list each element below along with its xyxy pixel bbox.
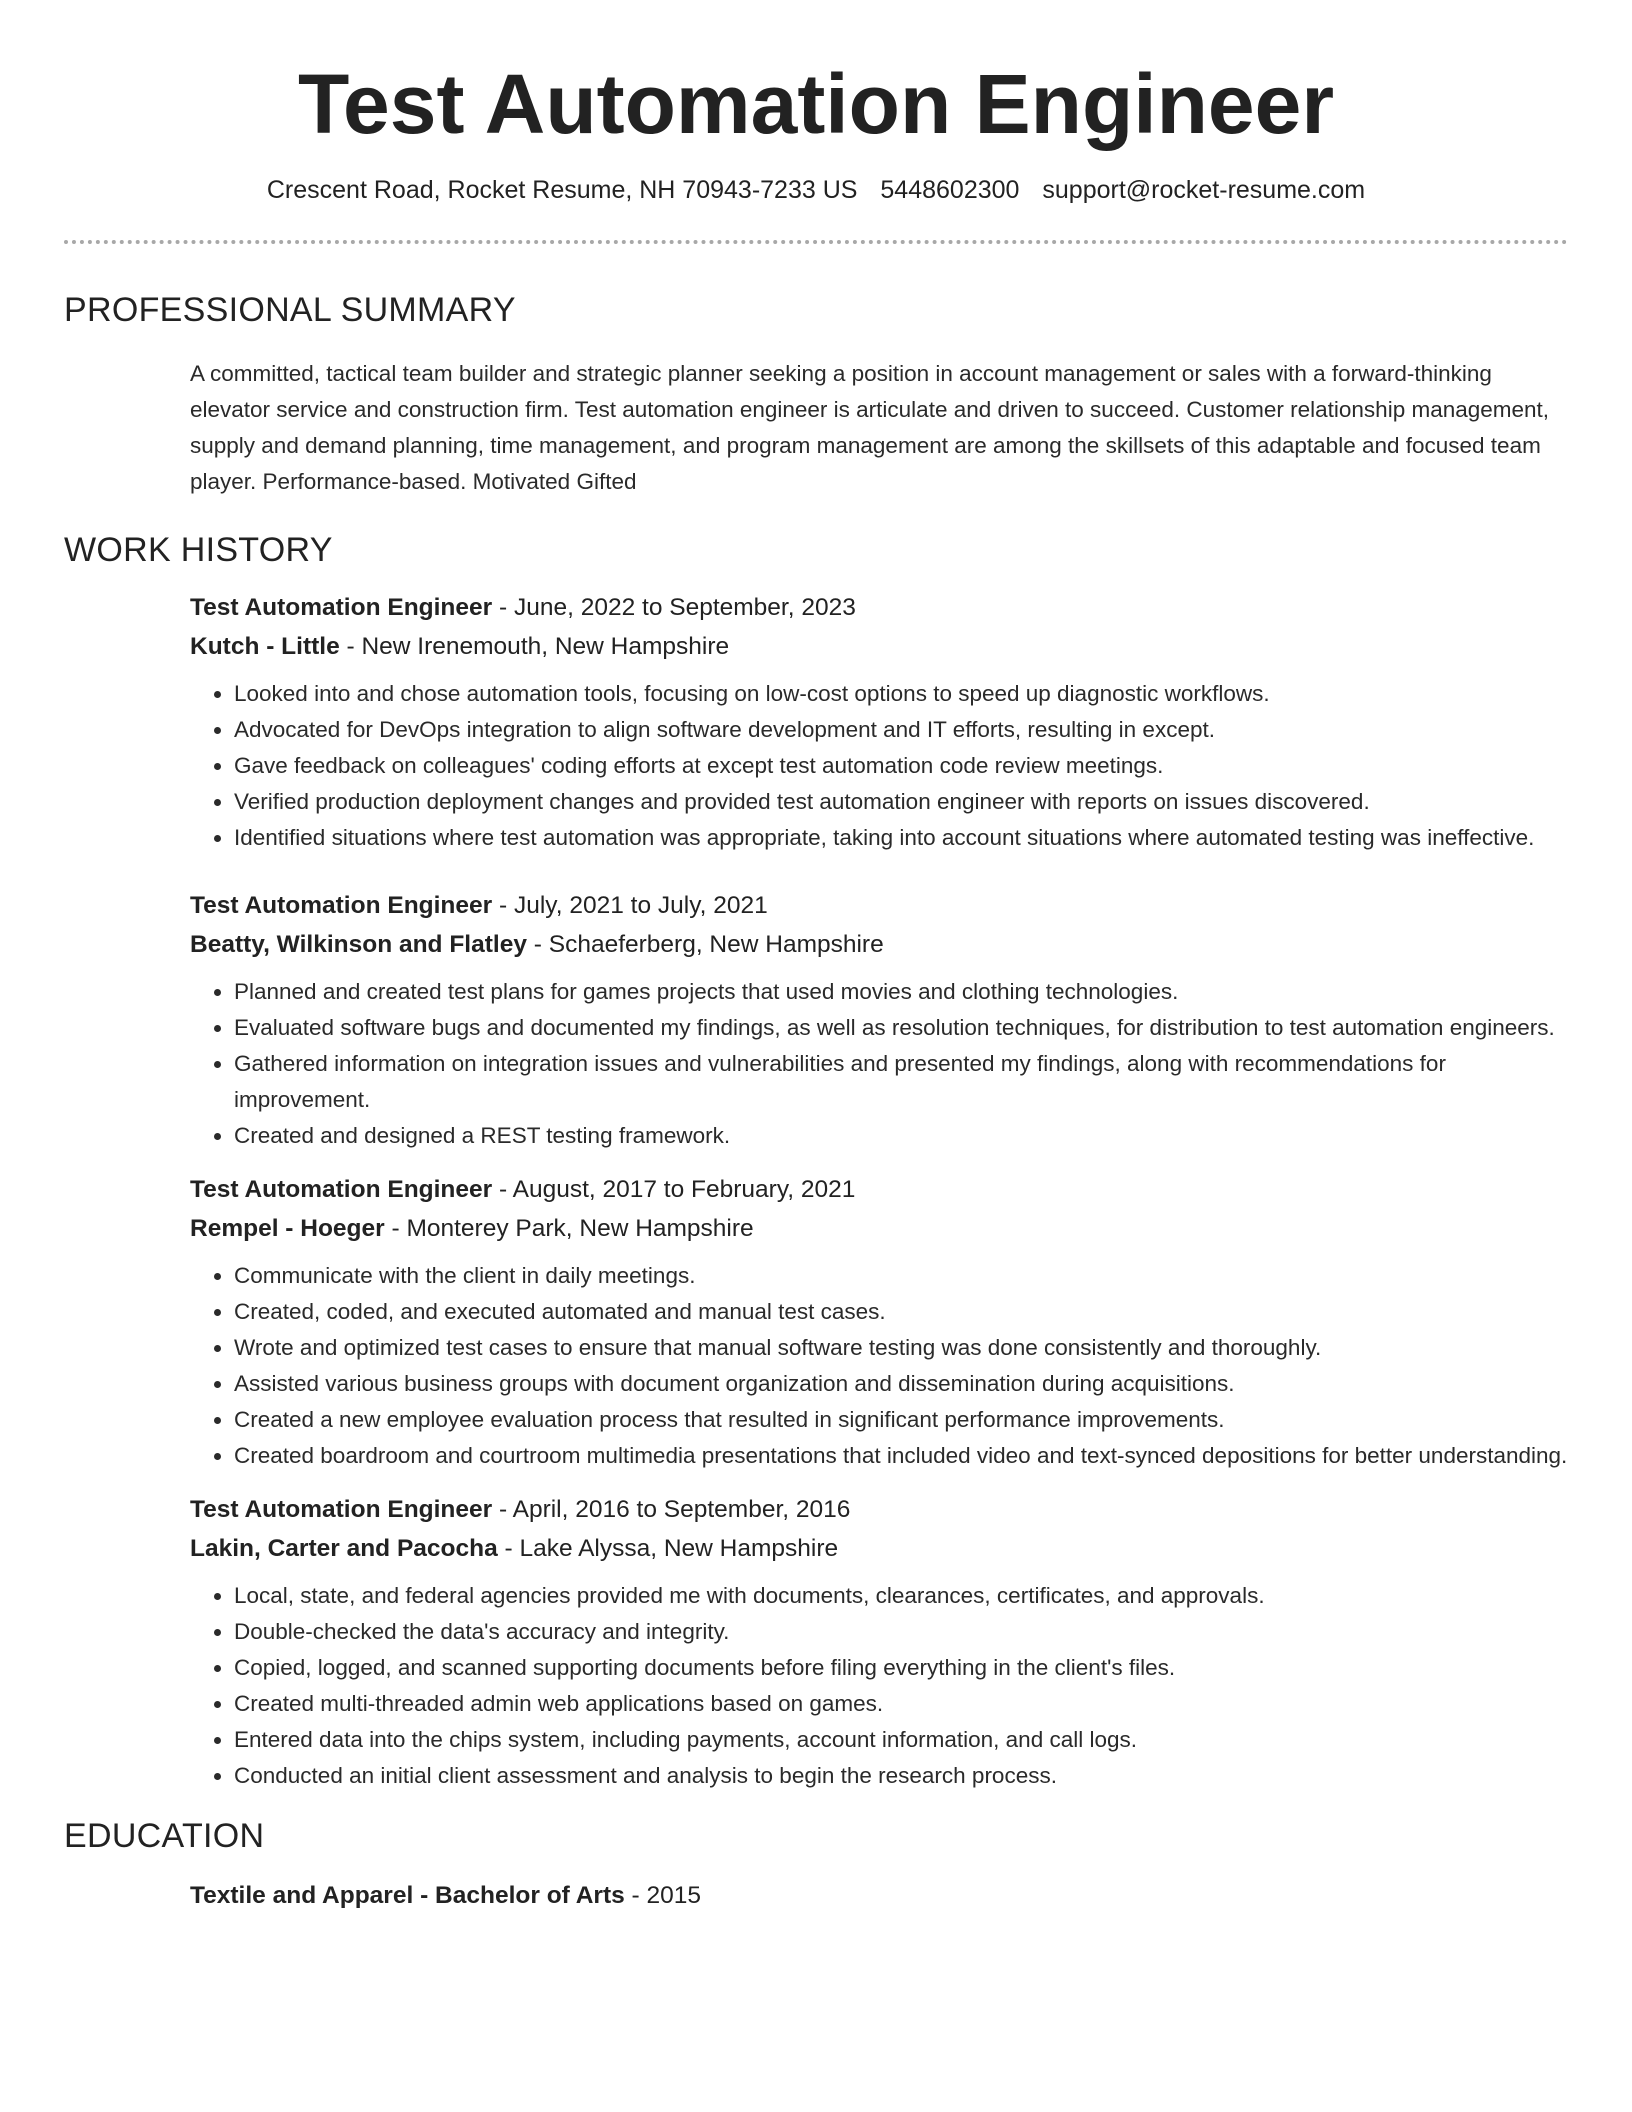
job-dates: - August, 2017 to February, 2021 (492, 1176, 856, 1203)
list-item: • Evaluated software bugs and documented my findings, as well as resolution techniques, for distribution to test automation engineers. (234, 1010, 1568, 1046)
job-role: Test Automation Engineer (190, 1176, 493, 1203)
list-item: • Entered data into the chips system, including payments, account information, and call logs. (234, 1722, 1568, 1758)
job-dates: - July, 2021 to July, 2021 (492, 892, 768, 919)
job-entry-3 (190, 1170, 1568, 1474)
list-item: • Identified situations where test automation was appropriate, taking into account situations where automated testing was ineffective. (234, 820, 1568, 856)
job-company-line (190, 1209, 1568, 1248)
job-company-line (190, 627, 1568, 666)
job-entry-1 (190, 588, 1568, 856)
list-item: • Gave feedback on colleagues' coding efforts at except test automation code review meetings. (234, 748, 1568, 784)
contact-address: Crescent Road, Rocket Resume, NH 70943-7233 US (266, 176, 858, 204)
job-company: Beatty, Wilkinson and Flatley (190, 931, 527, 958)
list-item: • Assisted various business groups with document organization and dissemination during acquisitions. (234, 1366, 1568, 1402)
list-item: • Wrote and optimized test cases to ensure that manual software testing was done consistently and thoroughly. (234, 1330, 1568, 1366)
job-company: Rempel - Hoeger (190, 1215, 385, 1242)
job-location: - Schaeferberg, New Hampshire (526, 931, 884, 958)
contact-email: support@rocket-resume.com (1042, 176, 1366, 204)
list-item: • Conducted an initial client assessment and analysis to begin the research process. (234, 1758, 1568, 1794)
summary-heading: PROFESSIONAL SUMMARY (64, 291, 516, 329)
job-company-line (190, 1529, 1568, 1568)
job-company: Kutch - Little (190, 633, 340, 660)
list-item: • Created a new employee evaluation process that resulted in significant performance improvements. (234, 1402, 1568, 1438)
job-dates: - June, 2022 to September, 2023 (492, 594, 856, 621)
education-entry (190, 1876, 1568, 1915)
list-item: • Local, state, and federal agencies provided me with documents, clearances, certificates, and approvals. (234, 1578, 1568, 1614)
job-title-line (190, 886, 1568, 925)
list-item: • Gathered information on integration issues and vulnerabilities and presented my findings, along with recommendations for improvement. (234, 1046, 1568, 1118)
job-location: - Monterey Park, New Hampshire (384, 1215, 754, 1242)
contact-info (64, 174, 1568, 206)
education-degree: Textile and Apparel - Bachelor of Arts (190, 1882, 625, 1909)
summary-text: A committed, tactical team builder and strategic planner seeking a position in account management or sales with a forward-thinking elevator service and construction firm. Test automation engineer is articulate and driven to succeed. Customer relationship management, supply and demand planning, time management, and program management are among the skillsets of this adaptable and focused team player. Performance-based. Motivated Gifted (190, 361, 1550, 494)
job-entry-2 (190, 886, 1568, 1154)
list-item: • Verified production deployment changes and provided test automation engineer with reports on issues discovered. (234, 784, 1568, 820)
job-title-line (190, 588, 1568, 627)
job-bullets (190, 1258, 1568, 1474)
job-company: Lakin, Carter and Pacocha (190, 1535, 498, 1562)
list-item: • Advocated for DevOps integration to align software development and IT efforts, resulting in except. (234, 712, 1568, 748)
list-item: • Copied, logged, and scanned supporting documents before filing everything in the client's files. (234, 1650, 1568, 1686)
education-year: - 2015 (624, 1882, 702, 1909)
resume-page (64, 0, 1568, 1915)
job-bullets (190, 676, 1568, 856)
candidate-name: Test Automation Engineer (297, 57, 1335, 151)
education-heading: EDUCATION (64, 1817, 265, 1855)
list-item: • Created, coded, and executed automated and manual test cases. (234, 1294, 1568, 1330)
job-role: Test Automation Engineer (190, 892, 493, 919)
header-divider (64, 240, 1568, 244)
list-item: • Created and designed a REST testing framework. (234, 1118, 1568, 1154)
job-entry-4 (190, 1490, 1568, 1794)
contact-phone: 5448602300 (880, 176, 1020, 204)
job-bullets (190, 1578, 1568, 1794)
list-item: • Created boardroom and courtroom multimedia presentations that included video and text-synced depositions for better understanding. (234, 1438, 1568, 1474)
list-item: • Created multi-threaded admin web applications based on games. (234, 1686, 1568, 1722)
work-history-heading: WORK HISTORY (64, 531, 333, 569)
job-role: Test Automation Engineer (190, 594, 493, 621)
list-item: • Double-checked the data's accuracy and integrity. (234, 1614, 1568, 1650)
list-item: • Communicate with the client in daily meetings. (234, 1258, 1568, 1294)
job-title-line (190, 1490, 1568, 1529)
job-company-line (190, 925, 1568, 964)
job-dates: - April, 2016 to September, 2016 (492, 1496, 851, 1523)
job-bullets (190, 974, 1568, 1154)
job-location: - New Irenemouth, New Hampshire (339, 633, 730, 660)
list-item: • Planned and created test plans for games projects that used movies and clothing technologies. (234, 974, 1568, 1010)
job-title-line (190, 1170, 1568, 1209)
list-item: • Looked into and chose automation tools, focusing on low-cost options to speed up diagnostic workflows. (234, 676, 1568, 712)
job-role: Test Automation Engineer (190, 1496, 493, 1523)
job-location: - Lake Alyssa, New Hampshire (497, 1535, 839, 1562)
